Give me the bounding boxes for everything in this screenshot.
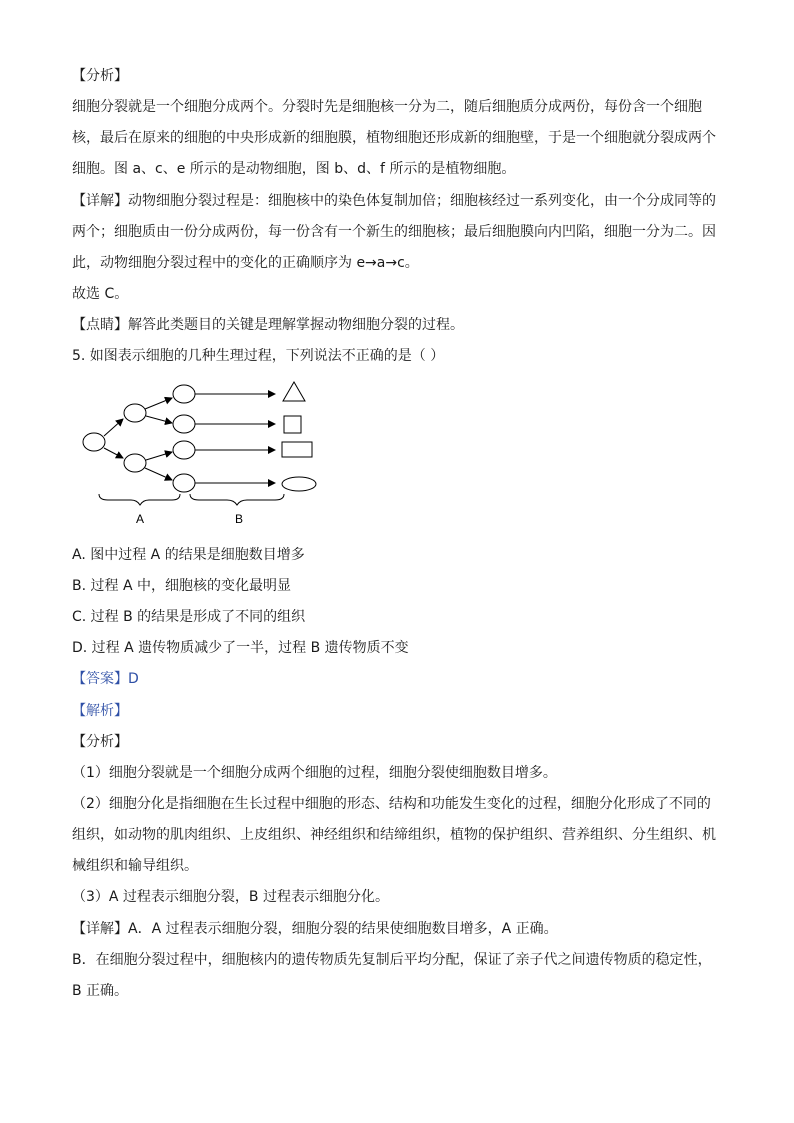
label-a: A <box>135 512 145 526</box>
question-5: 5. 如图表示细胞的几种生理过程，下列说法不正确的是（ ） <box>72 348 445 364</box>
answer-tag: 【答案】D <box>72 671 139 687</box>
arrow-6 <box>145 468 172 480</box>
triangle-shape <box>283 382 305 401</box>
analysis-heading-2: 【分析】 <box>72 734 128 750</box>
brace-a <box>99 494 180 505</box>
arrow-5 <box>146 452 172 460</box>
arrow-3 <box>145 398 172 409</box>
daughter-cell-bottom <box>124 454 146 472</box>
explanation-tag: 【解析】 <box>72 703 128 719</box>
arrow-2 <box>104 448 123 458</box>
analysis-text-1: 细胞分裂就是一个细胞分成两个。分裂时先是细胞核一分为二，随后细胞质分成两份，每份含一个细胞 <box>72 99 702 115</box>
detail-b-2: B 正确。 <box>72 983 129 999</box>
option-c: C. 过程 B 的结果是形成了不同的组织 <box>72 609 306 625</box>
arrow-4 <box>146 416 172 423</box>
analysis-point-2b: 组织，如动物的肌肉组织、上皮组织、神经组织和结缔组织，植物的保护组织、营养组织、分生组织、机 <box>72 827 716 843</box>
option-a: A. 图中过程 A 的结果是细胞数目增多 <box>72 547 305 563</box>
cell-1 <box>173 385 195 403</box>
arrow-1 <box>104 419 123 436</box>
cell-4 <box>173 474 195 492</box>
choice-statement: 故选 C。 <box>72 286 129 302</box>
detail-b-1: B．在细胞分裂过程中，细胞核内的遗传物质先复制后平均分配，保证了亲子代之间遗传物质的稳定性， <box>72 952 712 968</box>
key-point: 【点睛】解答此类题目的关键是理解掌握动物细胞分裂的过程。 <box>72 317 464 333</box>
analysis-point-3: （3）A 过程表示细胞分裂，B 过程表示细胞分化。 <box>72 889 389 905</box>
ellipse-shape <box>282 477 316 491</box>
detail-text-1: 【详解】动物细胞分裂过程是：细胞核中的染色体复制加倍；细胞核经过一系列变化，由一个分成同等的 <box>72 193 716 209</box>
square-shape <box>284 416 301 433</box>
daughter-cell-top <box>124 404 146 422</box>
cell-3 <box>173 441 195 459</box>
brace-b <box>190 494 284 505</box>
option-d: D. 过程 A 遗传物质减少了一半，过程 B 遗传物质不变 <box>72 640 409 656</box>
cell-process-diagram <box>78 372 328 532</box>
detail-text-2: 两个；细胞质由一份分成两份，每一份含有一个新生的细胞核；最后细胞膜向内凹陷，细胞一分为二。因 <box>72 224 716 240</box>
analysis-text-2: 核，最后在原来的细胞的中央形成新的细胞膜，植物细胞还形成新的细胞壁，于是一个细胞就分裂成两个 <box>72 130 716 146</box>
label-b: B <box>234 512 244 526</box>
analysis-text-3: 细胞。图 a、c、e 所示的是动物细胞，图 b、d、f 所示的是植物细胞。 <box>72 161 516 177</box>
analysis-heading-1: 【分析】 <box>72 68 128 84</box>
parent-cell <box>83 433 105 451</box>
detail-text-3: 此，动物细胞分裂过程中的变化的正确顺序为 e→a→c。 <box>72 255 419 271</box>
option-b: B. 过程 A 中，细胞核的变化最明显 <box>72 578 291 594</box>
analysis-point-2c: 械组织和输导组织。 <box>72 858 198 874</box>
detail-a: 【详解】A．A 过程表示细胞分裂，细胞分裂的结果使细胞数目增多，A 正确。 <box>72 921 558 937</box>
analysis-point-1: （1）细胞分裂就是一个细胞分成两个细胞的过程，细胞分裂使细胞数目增多。 <box>72 765 557 781</box>
analysis-point-2a: （2）细胞分化是指细胞在生长过程中细胞的形态、结构和功能发生变化的过程，细胞分化形成了不同的 <box>72 796 711 812</box>
cell-2 <box>173 415 195 433</box>
rectangle-shape <box>282 442 312 457</box>
